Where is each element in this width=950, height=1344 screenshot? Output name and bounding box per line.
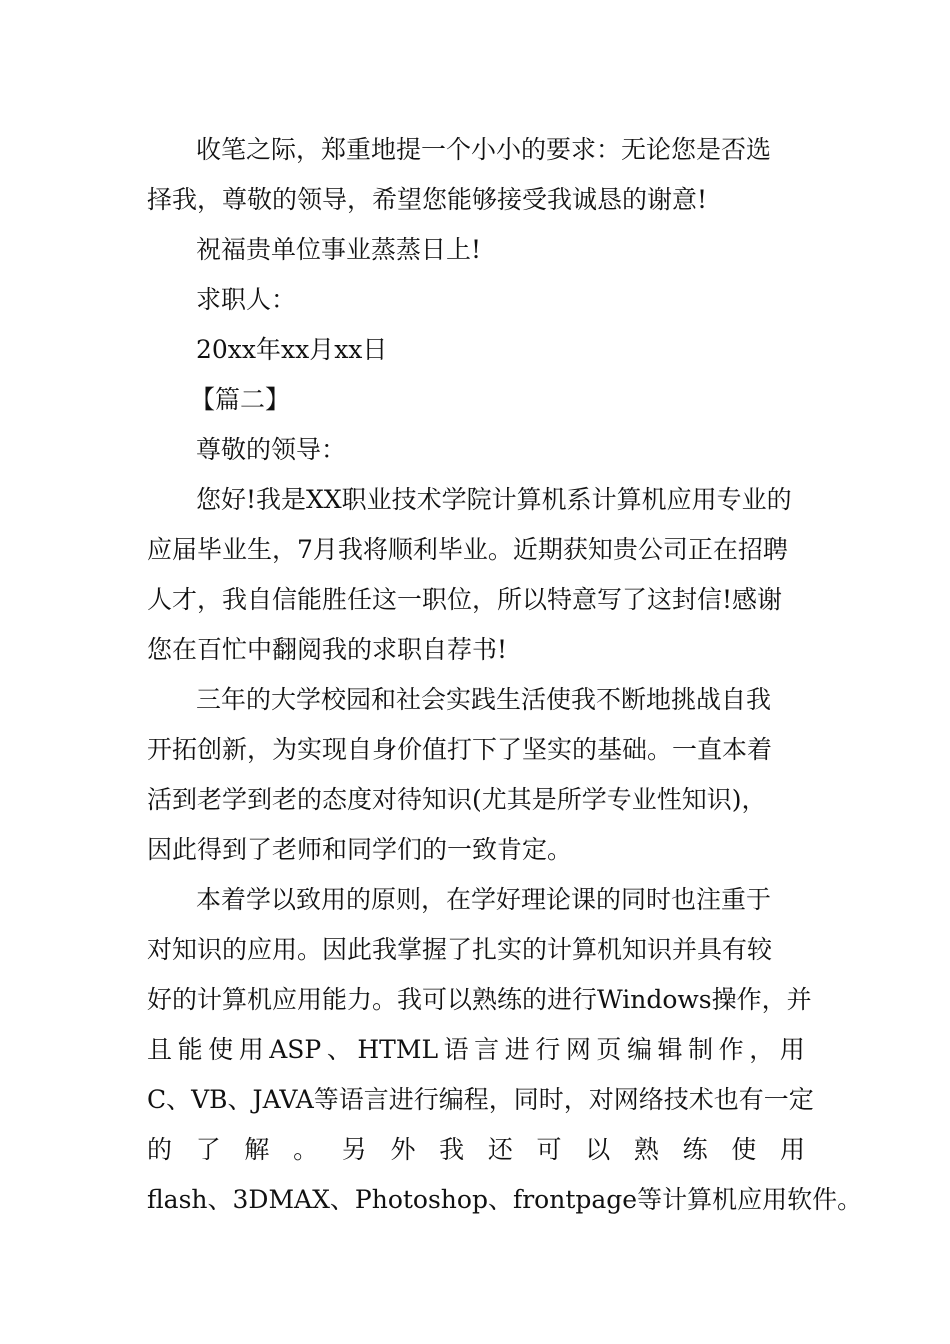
paragraph-line: 本着学以致用的原则，在学好理论课的同时也注重于 — [196, 885, 772, 914]
justified-token: 编 — [626, 1035, 652, 1064]
justified-token: 可 — [536, 1135, 562, 1164]
justified-token: 辑 — [657, 1035, 683, 1064]
justified-token: 用 — [779, 1135, 805, 1164]
justified-token: 页 — [596, 1035, 622, 1064]
paragraph-line: 祝福贵单位事业蒸蒸日上! — [196, 235, 482, 264]
justified-token: 言 — [474, 1035, 500, 1064]
justified-token: 了 — [195, 1135, 221, 1164]
justified-token: 制 — [688, 1035, 714, 1064]
justified-token: 还 — [487, 1135, 513, 1164]
justified-token: 使 — [731, 1135, 757, 1164]
justified-token: 网 — [565, 1035, 591, 1064]
justified-token: 外 — [390, 1135, 416, 1164]
paragraph-line: C、VB、JAVA等语言进行编程，同时，对网络技术也有一定 — [147, 1085, 814, 1114]
justified-line — [147, 1133, 805, 1167]
justified-token: 能 — [177, 1035, 203, 1064]
paragraph-line: 好的计算机应用能力。我可以熟练的进行Windows操作，并 — [147, 985, 812, 1014]
justified-token: 用 — [779, 1035, 805, 1064]
justified-token: ， — [749, 1035, 775, 1064]
salutation: 尊敬的领导： — [196, 435, 347, 464]
justified-token: 、 — [326, 1035, 352, 1064]
justified-token: 。 — [293, 1135, 319, 1164]
paragraph-line: 择我，尊敬的领导，希望您能够接受我诚恳的谢意! — [147, 185, 708, 214]
justified-token: 使 — [208, 1035, 234, 1064]
justified-token: HTML — [357, 1035, 439, 1064]
justified-token: 熟 — [633, 1135, 659, 1164]
paragraph-line: 对知识的应用。因此我掌握了扎实的计算机知识并具有较 — [147, 935, 773, 964]
justified-token: 以 — [585, 1135, 611, 1164]
justified-token: 另 — [341, 1135, 367, 1164]
paragraph-line: 活到老学到老的态度对待知识(尤其是所学专业性知识)， — [147, 785, 767, 814]
justified-token: 的 — [147, 1135, 173, 1164]
paragraph-line: 您在百忙中翻阅我的求职自荐书! — [147, 635, 508, 664]
justified-token: 练 — [682, 1135, 708, 1164]
paragraph-line: 因此得到了老师和同学们的一致肯定。 — [147, 835, 573, 864]
paragraph-line: 应届毕业生，7月我将顺利毕业。近期获知贵公司正在招聘 — [147, 535, 788, 564]
section-heading: 【篇二】 — [190, 385, 291, 414]
justified-line — [147, 1033, 805, 1067]
paragraph-line: 人才，我自信能胜任这一职位，所以特意写了这封信!感谢 — [147, 585, 783, 614]
justified-token: 语 — [443, 1035, 469, 1064]
justified-token: 用 — [238, 1035, 264, 1064]
justified-token: 我 — [439, 1135, 465, 1164]
justified-token: 进 — [504, 1035, 530, 1064]
justified-token: 且 — [147, 1035, 173, 1064]
justified-token: ASP — [269, 1035, 322, 1064]
justified-token: 作 — [718, 1035, 744, 1064]
paragraph-line: 开拓创新，为实现自身价值打下了坚实的基础。一直本着 — [147, 735, 773, 764]
paragraph-line: 收笔之际，郑重地提一个小小的要求：无论您是否选 — [196, 135, 772, 164]
paragraph-line: 三年的大学校园和社会实践生活使我不断地挑战自我 — [196, 685, 772, 714]
paragraph-line: flash、3DMAX、Photoshop、frontpage等计算机应用软件。 — [147, 1185, 863, 1214]
paragraph-line: 求职人： — [196, 285, 297, 314]
justified-token: 解 — [244, 1135, 270, 1164]
paragraph-line: 您好!我是XX职业技术学院计算机系计算机应用专业的 — [196, 485, 792, 514]
justified-token: 行 — [535, 1035, 561, 1064]
date-line: 20xx年xx月xx日 — [196, 335, 388, 364]
